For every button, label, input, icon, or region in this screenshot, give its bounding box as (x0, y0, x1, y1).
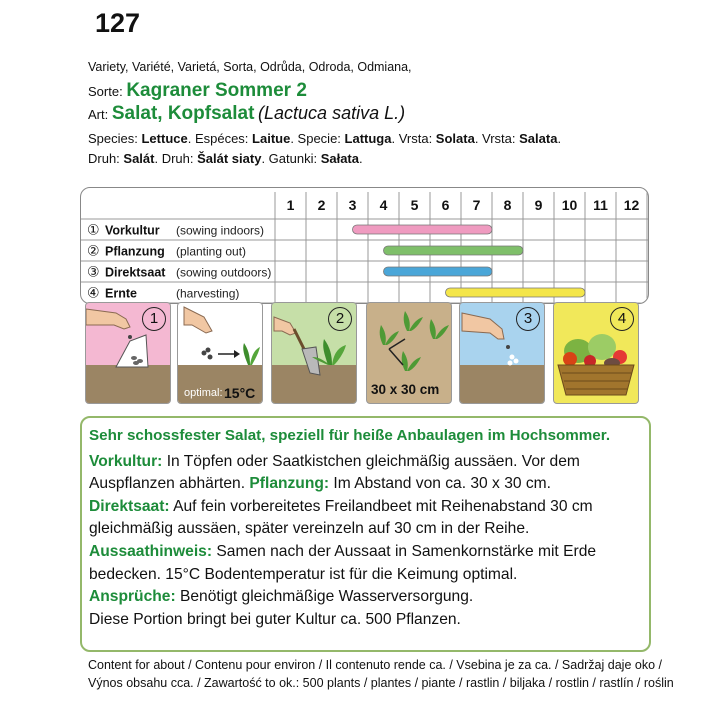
species-value: Salata (519, 131, 558, 146)
ansprueche-text: Benötigt gleichmäßige Wasserversorgung. (175, 588, 474, 606)
row-translation: (sowing indoors) (176, 223, 265, 238)
step-badge: 3 (516, 307, 540, 331)
month-header: 10 (561, 197, 578, 213)
month-header: 8 (503, 197, 512, 213)
panel-direct-sowing (459, 302, 545, 404)
sowing-calendar (80, 187, 649, 304)
species-value: Lattuga (344, 131, 392, 146)
species-value: Sałata (320, 151, 359, 166)
aussaathinweis-text: Samen nach der Aussaat in Samenkornstärke mit Erde bedecken. 15°C Bodentemperatur ist für die Keimung optimal. (89, 542, 597, 583)
month-header: 2 (317, 197, 326, 213)
species-label: . (557, 131, 562, 146)
row-symbol: ② (87, 243, 100, 260)
species-label: . Druh: (154, 151, 198, 166)
species-label: Species: (88, 131, 142, 146)
row-symbol: ③ (87, 264, 100, 281)
vorkultur-text: In Töpfen oder Saatkistchen gleichmäßig aussäen. Vor dem Auspflanzen abhärten. (89, 452, 580, 493)
step-badge: 1 (142, 307, 166, 331)
species-value: Lettuce (141, 131, 188, 146)
calendar-bar (446, 288, 586, 297)
latin-name: (Lactuca sativa L.) (258, 103, 406, 123)
optimal-temp: 15°C (224, 385, 256, 401)
row-name: Vorkultur (105, 223, 160, 238)
calendar-bar (353, 225, 493, 234)
vorkultur-label: Vorkultur: (89, 452, 163, 470)
panel-spacing (366, 302, 452, 404)
row-translation: (harvesting) (176, 286, 240, 301)
paragraph-portion: Diese Portion bringt bei guter Kultur ca. 500 Pflanzen. (89, 610, 461, 628)
month-header: 12 (623, 197, 640, 213)
sorte-row (88, 80, 307, 102)
month-header: 7 (472, 197, 481, 213)
row-name: Pflanzung (105, 244, 165, 259)
art-value: Salat, Kopfsalat (111, 103, 255, 124)
month-header: 4 (379, 197, 388, 213)
variety-line: Variety, Variété, Varietá, Sorta, Odrůda, Odroda, Odmiana, (88, 60, 412, 74)
calendar-grid (81, 188, 648, 303)
species-value: Solata (435, 131, 475, 146)
instruction-panels (80, 300, 647, 410)
sorte-value: Kagraner Sommer 2 (126, 80, 307, 101)
panel-harvest (553, 302, 639, 404)
paragraph-vorkultur (89, 451, 649, 496)
optimal-label: optimal: (184, 387, 223, 399)
species-line-2 (88, 151, 363, 166)
calendar-bar (384, 267, 493, 276)
description-box (80, 416, 651, 652)
species-value: Salát (123, 151, 155, 166)
panel-sowing-pot (85, 302, 171, 404)
pflanzung-label: Pflanzung: (249, 475, 330, 493)
species-line-1 (88, 131, 561, 146)
row-name: Direktsaat (105, 265, 166, 280)
row-symbol: ① (87, 222, 100, 239)
row-translation: (sowing outdoors) (176, 265, 272, 280)
panel-planting-out (271, 302, 357, 404)
species-label: . Vrsta: (474, 131, 520, 146)
month-header: 11 (593, 197, 608, 213)
row-translation: (planting out) (176, 244, 247, 259)
content-line-1: Content for about / Contenu pour environ / Il contenuto rende ca. / Vsebina je za ca. / Sadržaj daje oko / (88, 658, 662, 672)
spacing-label: 30 x 30 cm (371, 382, 440, 397)
step-badge: 2 (328, 307, 352, 331)
panel-germination (177, 302, 263, 404)
species-label: . Vrsta: (391, 131, 436, 146)
row-name: Ernte (105, 286, 137, 301)
aussaathinweis-label: Aussaathinweis: (89, 542, 213, 560)
pflanzung-text: Im Abstand von ca. 30 x 30 cm. (329, 475, 551, 493)
sorte-label: Sorte: (88, 84, 123, 99)
direktsaat-text: Auf fein vorbereitetes Freilandbeet mit Reihenabstand 30 cm gleichmäßig aussäen, später vereinzeln auf 30 cm in der Reihe. (89, 497, 593, 538)
art-label: Art: (88, 107, 109, 122)
species-label: . Specie: (290, 131, 345, 146)
description-headline: Sehr schossfester Salat, speziell für heiße Anbaulagen im Hochsommer. (89, 427, 611, 444)
month-header: 3 (348, 197, 357, 213)
step-badge: 4 (610, 307, 634, 331)
species-value: Šalát siaty (197, 151, 262, 166)
species-label: . (359, 151, 363, 166)
paragraph-ansprueche (89, 586, 649, 609)
species-value: Laitue (252, 131, 291, 146)
content-line-2: Výnos obsahu cca. / Zawartość to ok.: 500 plants / plantes / piante / rastlin / biljaka / rostlin / rastlín / roślin (88, 676, 674, 690)
paragraph-direktsaat (89, 496, 649, 541)
calendar-bar (384, 246, 524, 255)
ansprueche-label: Ansprüche: (89, 588, 176, 606)
month-header: 9 (534, 197, 543, 213)
row-symbol: ④ (87, 285, 100, 302)
packet-number: 127 (95, 8, 141, 38)
species-label: . Gatunki: (261, 151, 321, 166)
paragraph-aussaathinweis (89, 541, 649, 586)
month-header: 1 (286, 197, 295, 213)
month-header: 6 (441, 197, 450, 213)
species-label: Druh: (88, 151, 124, 166)
direktsaat-label: Direktsaat: (89, 497, 170, 515)
art-row (88, 103, 405, 125)
month-header: 5 (410, 197, 419, 213)
species-label: . Espéces: (187, 131, 253, 146)
